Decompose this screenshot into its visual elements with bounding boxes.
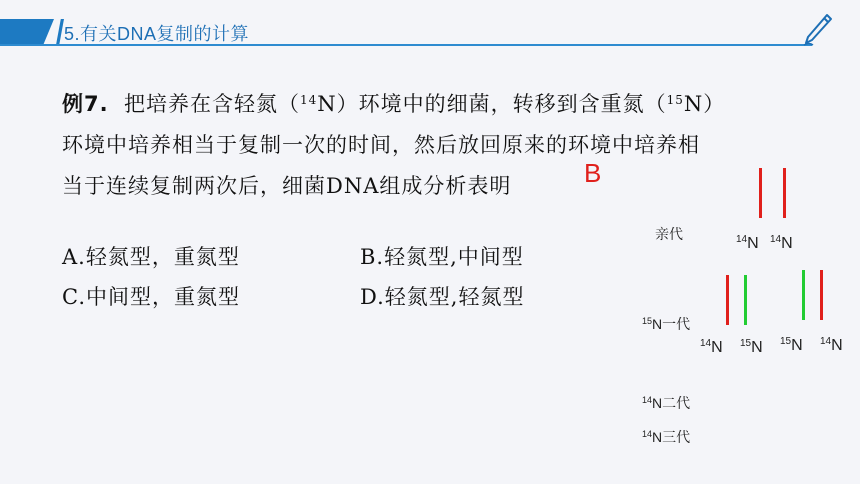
- generation-1-label: $^{15}$N一代: [642, 316, 691, 332]
- isotope-label-14n: $^{14}$N: [770, 234, 793, 252]
- problem-text-segment: N）环境中的细菌，转移到含重氮（: [317, 92, 667, 116]
- option-b[interactable]: B.轻氮型,中间型: [360, 245, 524, 269]
- strand-light-parent-1: [759, 168, 762, 218]
- strand-heavy-gen1-2: [802, 270, 805, 320]
- option-d[interactable]: D.轻氮型,轻氮型: [360, 285, 525, 309]
- section-title: 5.有关DNA复制的计算: [64, 24, 250, 44]
- problem-line-1: [62, 80, 802, 125]
- option-a[interactable]: A.轻氮型，重氮型: [62, 245, 240, 269]
- option-c[interactable]: C.中间型，重氮型: [62, 285, 240, 309]
- strand-light-gen1-1: [726, 275, 729, 325]
- header-divider: [0, 44, 812, 46]
- generation-2-label: $^{14}$N二代: [642, 395, 691, 411]
- problem-text-segment: 把培养在含轻氮（: [123, 92, 300, 116]
- isotope-label-14n: $^{14}$N: [820, 336, 843, 354]
- isotope-label-15n: $^{15}$N: [740, 338, 763, 356]
- problem-line-2: 环境中培养相当于复制一次的时间，然后放回原来的环境中培养相: [62, 133, 700, 157]
- header-tab-decoration: [0, 19, 54, 45]
- isotope-superscript: 14: [299, 93, 318, 107]
- isotope-label-14n: $^{14}$N: [736, 234, 759, 252]
- problem-text-segment: N）: [683, 92, 726, 116]
- isotope-label-14n: $^{14}$N: [700, 338, 723, 356]
- strand-light-gen1-2: [820, 270, 823, 320]
- problem-line-3: 当于连续复制两次后，细菌DNA组成分析表明: [62, 174, 512, 198]
- answer-mark: B: [584, 158, 602, 188]
- generation-3-label: $^{14}$N三代: [642, 429, 691, 445]
- example-label: 例7.: [62, 92, 109, 116]
- isotope-label-15n: $^{15}$N: [780, 336, 803, 354]
- parent-generation-label: 亲代: [655, 226, 683, 242]
- strand-heavy-gen1-1: [744, 275, 747, 325]
- header-slash-decoration: [56, 19, 64, 45]
- isotope-superscript: 15: [666, 93, 684, 107]
- strand-light-parent-2: [783, 168, 786, 218]
- problem-text: [62, 80, 802, 207]
- pen-icon: [800, 12, 834, 48]
